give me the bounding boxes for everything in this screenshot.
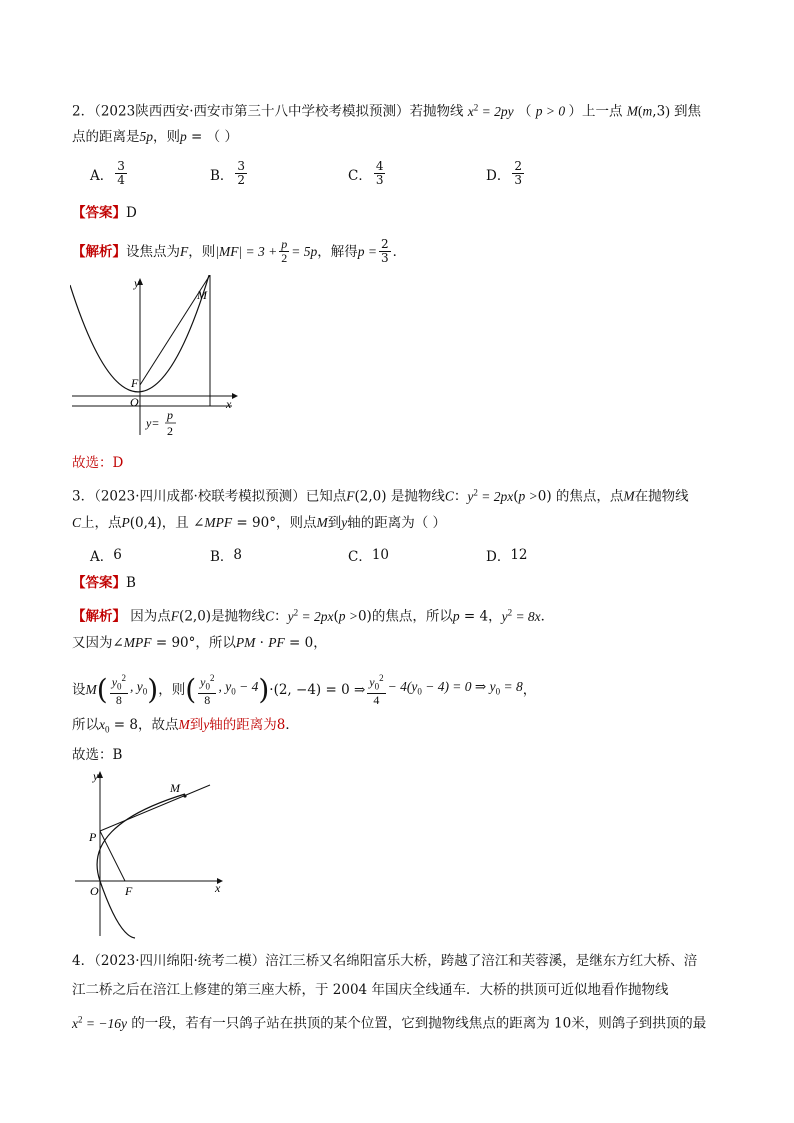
x-axis-arrow [232, 393, 238, 399]
q3-analysis-line2: 又因为∠MPF = 90°，所以PM · PF = 0， [72, 635, 327, 651]
q3-parabola-figure [75, 766, 235, 941]
fig2-label-f: F [125, 884, 133, 898]
q3-analysis-line4: 所以$x_0 = 8$，故点M到y轴的距离为8． [72, 717, 299, 735]
fig2-label-y: y [93, 769, 99, 783]
q3-option-a[interactable]: A． 6 [90, 547, 122, 565]
q3-answer: 【答案】B [72, 575, 136, 591]
fig1-label-f: F [131, 376, 139, 390]
q3-stem-line1: 3．（2023·四川成都·校联考模拟预测）已知点F(2,0) 是抛物线C：$y^2 = 2px(p >0)$ 的焦点，点M在抛物线 [72, 487, 689, 505]
fig1-directrix-numerator: p [167, 408, 173, 422]
line-pf [100, 831, 125, 881]
analysis-label: 【解析】 [72, 243, 126, 260]
q2-option-a[interactable]: A． $\frac{3}{4}$ [90, 159, 125, 187]
fig2-label-m: M [170, 781, 180, 795]
parabola-curve [97, 794, 185, 938]
q2-analysis: 【解析】 设焦点为 F ，则 |MF| = 3 + $\frac{p}{2}$ = 5p ，解得 p = $\frac{2}{3}$ ． [72, 237, 407, 265]
point-m [183, 794, 186, 797]
q3-choose: 故选：B [72, 747, 123, 763]
fig1-label-o: O [130, 395, 139, 409]
q3-stem-line2: C上，点P(0,4)，且 ∠MPF = 90°，则点M到y轴的距离为（ ） [72, 515, 447, 531]
q4-stem-line3: $x^2 = -16y$ 的一段，若有一只鸽子站在拱顶的某个位置，它到抛物线焦点的距离为 10米，则鸽子到拱顶的最 [72, 1014, 707, 1032]
q2-answer [72, 203, 137, 223]
fig2-label-x: x [215, 881, 221, 895]
fig1-label-m: M [197, 288, 207, 302]
q2-stem-line2: 点的距离是5p，则p = （ ） [72, 129, 238, 145]
fig1-label-y: y [134, 276, 140, 290]
answer-value: D [126, 205, 137, 221]
q4-stem-line1: 4．（2023·四川绵阳·统考二模）涪江三桥又名绵阳富乐大桥，跨越了涪江和芙蓉溪，是继东方红大桥、涪 [72, 953, 698, 969]
q2-stem-text: 2．（2023陕西西安·西安市第三十八中学校考模拟预测）若抛物线 [72, 103, 464, 120]
q2-option-b[interactable]: B． $\frac{3}{2}$ [210, 159, 246, 187]
answer-label: 【答案】 [72, 205, 126, 221]
fig1-label-x: x [226, 397, 232, 411]
fig2-label-p: P [89, 830, 97, 844]
q3-analysis-line3: 设 M ( $\frac{y_0^2}{8}$ , $y_0$ ) ，则 ( $\frac{y_0^2}{8}$ , $y_0 - 4$ ) ·(2, −4) = 0 ⇒ $\frac{y_0^2}{4}$ − $4(y_0 - 4) = 0$ ⇒ $y_0 = 8$ ， [72, 672, 537, 708]
fig1-label-directrix: y= [146, 416, 160, 430]
q2-choose: 故选：D [72, 455, 124, 471]
q2-parabola-figure [70, 275, 245, 445]
q3-option-d[interactable]: D． 12 [486, 547, 528, 565]
q2-option-c[interactable]: C． $\frac{4}{3}$ [348, 159, 384, 187]
line-pm [100, 785, 210, 831]
q2-stem-line1: 2．（2023陕西西安·西安市第三十八中学校考模拟预测）若抛物线 $x^2 = 2py$ （ p > 0 ）上一点 M(m,3) 到焦 [72, 102, 701, 120]
q3-option-c[interactable]: C． 10 [348, 547, 390, 565]
q4-stem-line2: 江二桥之后在涪江上修建的第三座大桥，于 2004 年国庆全线通车．大桥的拱顶可近似地看作抛物线 [72, 982, 669, 998]
fig2-label-o: O [90, 884, 99, 898]
fig1-directrix-denominator: 2 [167, 424, 173, 438]
q2-option-d[interactable]: D． $\frac{2}{3}$ [486, 159, 522, 187]
q3-option-b[interactable]: B． 8 [210, 547, 243, 565]
q3-analysis-line1: 【解析】 因为点F(2,0)是抛物线C：$y^2 = 2px(p >0)$的焦点，所以p = 4，$y^2 = 8x$． [72, 607, 555, 625]
